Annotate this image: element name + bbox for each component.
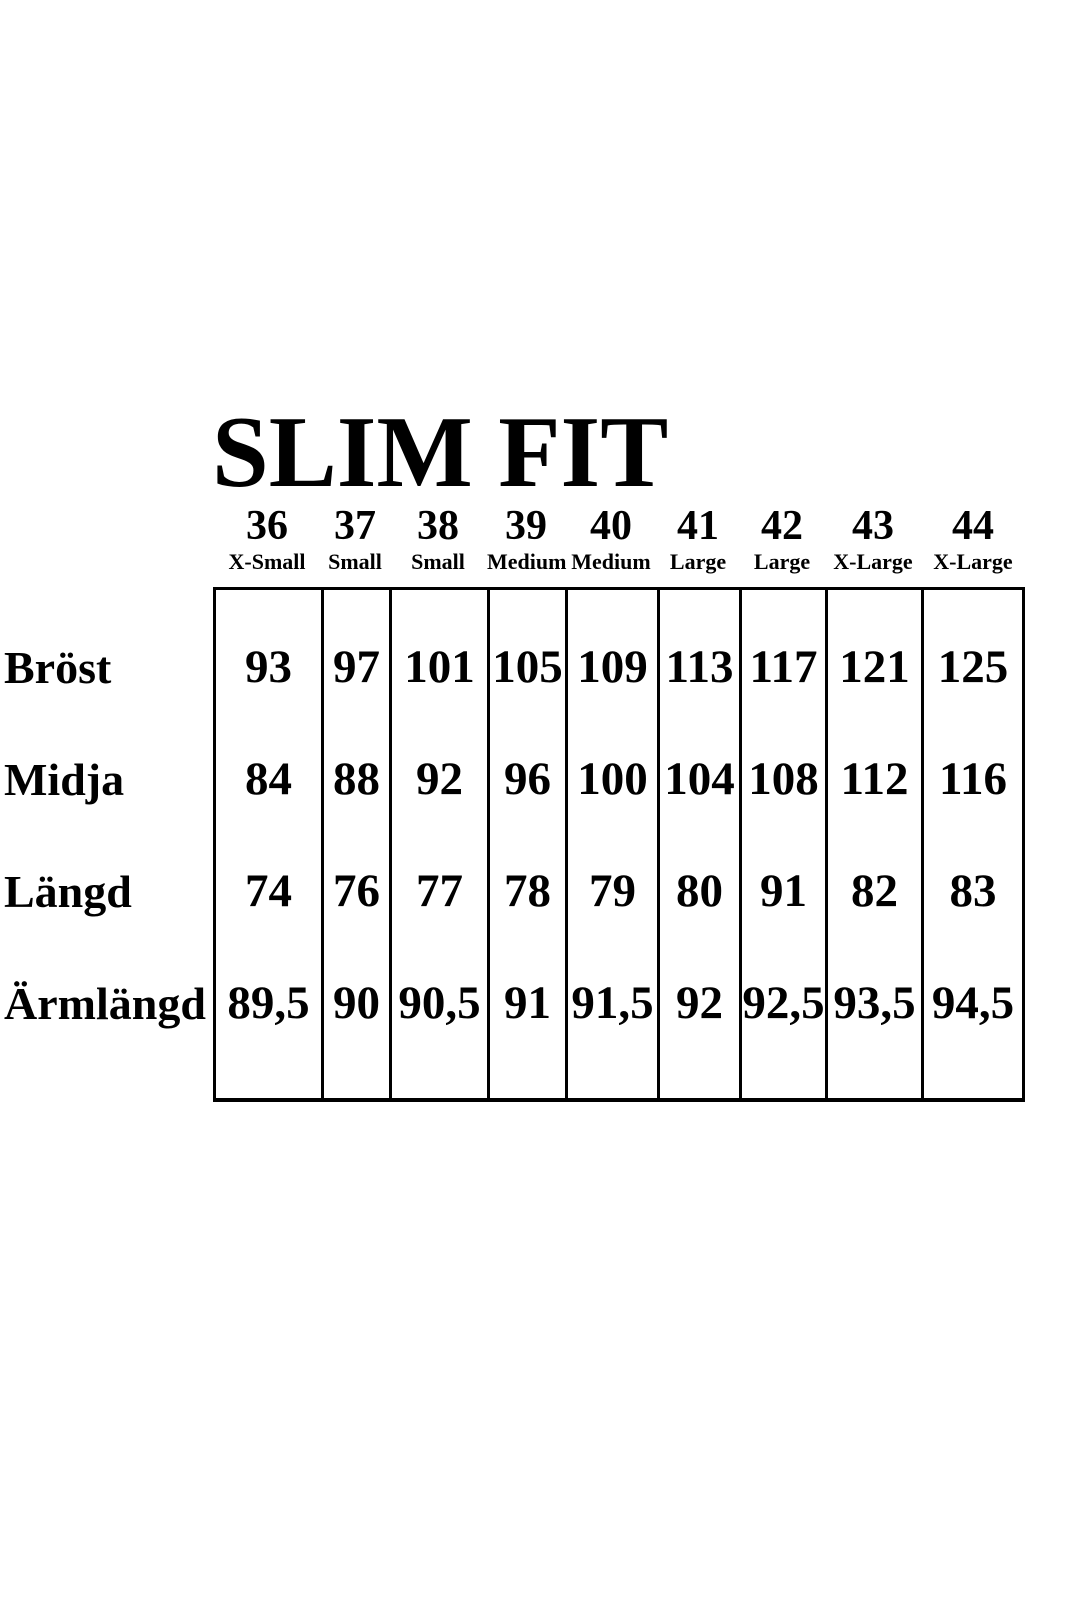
table-cell: 97 <box>333 641 380 693</box>
table-cell: 82 <box>851 865 898 917</box>
table-cell: 109 <box>577 641 648 693</box>
table-cell: 101 <box>404 641 475 693</box>
table-cell: 88 <box>333 753 380 805</box>
size-number: 36 <box>246 503 288 549</box>
size-column-header <box>321 503 389 574</box>
table-cell: 104 <box>664 753 735 805</box>
size-column-header <box>565 503 657 574</box>
table-cell: 74 <box>245 865 292 917</box>
table-cell: 83 <box>949 865 997 917</box>
row-label: Längd <box>4 865 132 917</box>
size-number: 37 <box>334 503 376 549</box>
size-column-header <box>487 503 565 574</box>
table-cell: 89,5 <box>227 977 310 1029</box>
size-number: 43 <box>852 503 894 549</box>
table-cell: 105 <box>492 641 563 693</box>
table-cell: 96 <box>504 753 551 805</box>
table-column <box>825 590 921 1098</box>
size-header-row <box>213 503 1025 574</box>
table-cell: 92 <box>676 977 723 1029</box>
row-label: Midja <box>4 753 125 805</box>
table-cell: 90 <box>333 977 380 1029</box>
table-cell: 92 <box>416 753 463 805</box>
table-cell: 78 <box>504 865 551 917</box>
table-column <box>921 590 1025 1098</box>
table-column <box>657 590 739 1098</box>
size-name: X-Large <box>933 549 1013 574</box>
size-number: 38 <box>417 503 459 549</box>
table-cell: 79 <box>589 865 636 917</box>
row-label: Ärmlängd <box>4 977 206 1029</box>
size-name: Medium <box>571 549 651 574</box>
table-cell: 84 <box>245 753 292 805</box>
size-column-header <box>825 503 921 574</box>
size-column-header <box>739 503 825 574</box>
size-name: Large <box>753 549 811 574</box>
size-name: Medium <box>487 549 567 574</box>
size-table <box>213 587 1025 1102</box>
table-cell: 93,5 <box>833 977 916 1029</box>
size-column-header <box>921 503 1025 574</box>
table-cell: 76 <box>333 865 380 917</box>
size-number: 39 <box>505 503 547 549</box>
table-column <box>213 590 321 1098</box>
table-cell: 113 <box>665 641 734 693</box>
table-cell: 80 <box>676 865 723 917</box>
table-cell: 94,5 <box>931 977 1015 1029</box>
size-number: 42 <box>761 503 803 549</box>
table-cell: 116 <box>939 753 1007 805</box>
page-title: SLIM FIT <box>212 396 669 509</box>
size-number: 44 <box>952 503 994 549</box>
table-cell: 77 <box>416 865 463 917</box>
size-name: Large <box>669 549 727 574</box>
size-name: X-Small <box>228 549 306 574</box>
table-column <box>487 590 565 1098</box>
size-column-header <box>389 503 487 574</box>
size-column-header <box>213 503 321 574</box>
table-cell: 108 <box>748 753 819 805</box>
size-number: 41 <box>677 503 719 549</box>
table-column <box>389 590 487 1098</box>
table-cell: 125 <box>937 641 1009 693</box>
size-name: Small <box>411 549 465 574</box>
row-label-column <box>0 611 212 1059</box>
table-column <box>565 590 657 1098</box>
table-cell: 91,5 <box>571 977 654 1029</box>
table-cell: 93 <box>245 641 292 693</box>
size-column-header <box>657 503 739 574</box>
size-name: X-Large <box>833 549 913 574</box>
table-cell: 100 <box>577 753 648 805</box>
table-cell: 91 <box>760 865 807 917</box>
size-number: 40 <box>590 503 632 549</box>
table-cell: 117 <box>749 641 818 693</box>
row-label: Bröst <box>4 641 112 693</box>
table-cell: 91 <box>504 977 551 1029</box>
table-cell: 90,5 <box>398 977 481 1029</box>
table-cell: 112 <box>840 753 909 805</box>
table-column <box>739 590 825 1098</box>
table-column <box>321 590 389 1098</box>
table-cell: 92,5 <box>742 977 825 1029</box>
size-name: Small <box>328 549 382 574</box>
table-cell: 121 <box>839 641 910 693</box>
